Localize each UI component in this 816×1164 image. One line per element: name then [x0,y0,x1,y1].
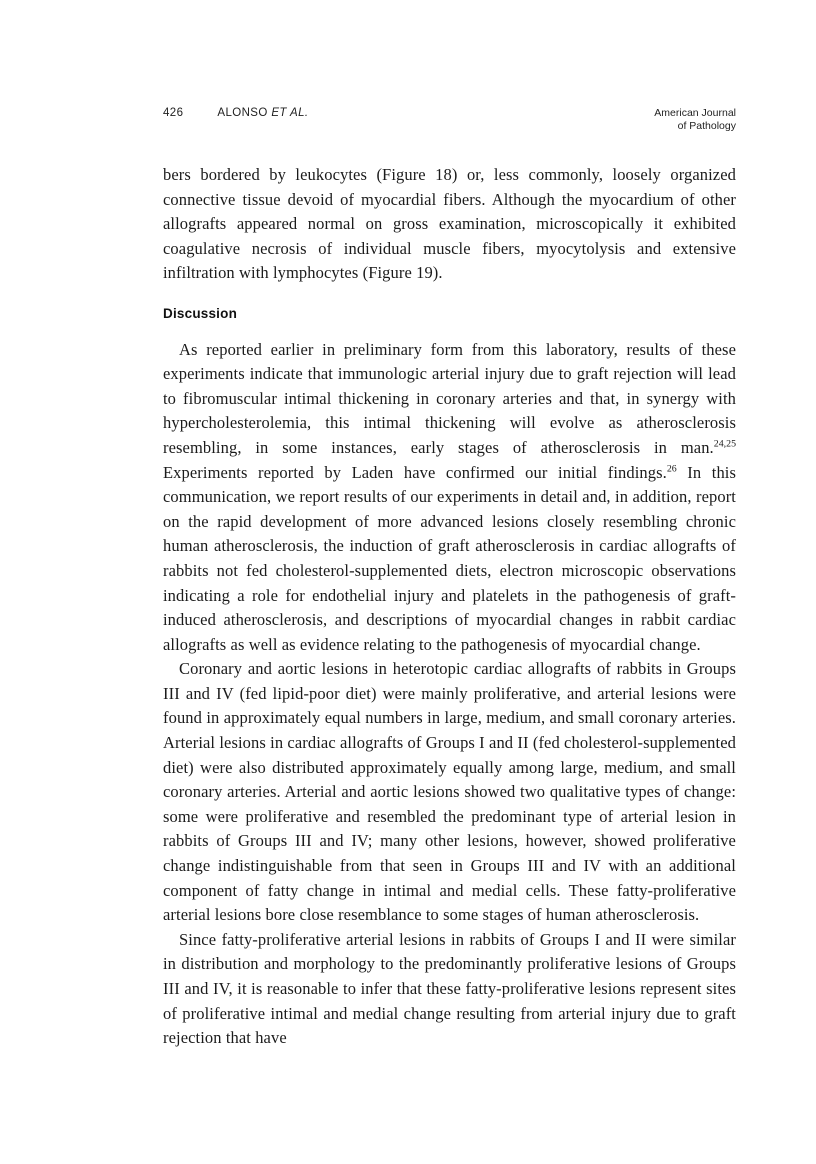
text-run: Experiments reported by Laden have confirmed our initial findings. [163,462,667,482]
authors-etal: ET AL. [271,107,309,119]
running-header [163,107,736,133]
discussion-text [163,338,736,1051]
text-run: In this communication, we report results of our experiments in detail and, in addition, report on the rapid development of more advanced lesions closely resembling chronic human atherosclerosis, the induction of graft atherosclerosis in cardiac allografts of rabbits not fed cholesterol-supplemented diets, electron microscopic observations indicating a role for endothelial injury and platelets in the pathogenesis of graft-induced atherosclerosis, and descriptions of myocardial changes in rabbit cardiac allografts as well as evidence relating to the pathogenesis of myocardial change. [163,462,736,654]
journal-name-line2: of Pathology [677,120,736,132]
reference-superscript: 26 [666,463,677,475]
section-heading-discussion: Discussion [163,305,238,321]
paragraph [163,657,736,928]
text-run: Since fatty-proliferative arterial lesions in rabbits of Groups I and II were similar in distribution and morphology to the predominantly proliferative lesions of Groups III and IV, it is reasonable to infer that these fatty-proliferative lesions represent sites of proliferative intimal and medial change resulting from arterial injury due to graft rejection that have [163,929,736,1048]
journal-name-line1: American Journal [654,107,736,119]
page-number: 426 [163,107,184,119]
continuation-text [163,163,736,286]
text-run: Coronary and aortic lesions in heterotopic cardiac allografts of rabbits in Groups III and IV (fed lipid-poor diet) were mainly proliferative, and arterial lesions were found in approximately equal numbers in large, medium, and small coronary arteries. Arterial lesions in cardiac allografts of Groups I and II (fed cholesterol-supplemented diet) were also distributed approximately equally among large, medium, and small coronary arteries. Arterial and aortic lesions showed two qualitative types of change: some were proliferative and resembled the predominant type of arterial lesion in rabbits of Groups III and IV; many other lesions, however, showed proliferative change indistinguishable from that seen in Groups III and IV with an additional component of fatty change in intimal and medial cells. These fatty-proliferative arterial lesions bore close resemblance to some stages of human atherosclerosis. [163,659,736,925]
paragraph [163,928,736,1051]
paragraph [163,338,736,658]
reference-superscript: 24,25 [713,438,736,450]
paragraph [163,163,736,286]
text-run: bers bordered by leukocytes (Figure 18) or, less commonly, loosely organized connective tissue devoid of myocardial fibers. Although the myocardium of other allografts appeared normal on gross examination, microscopically it exhibited coagulative necrosis of individual muscle fibers, myocytolysis and extensive infiltration with lymphocytes (Figure 19). [163,165,736,283]
article-body [163,163,736,1051]
text-run: As reported earlier in preliminary form from this laboratory, results of these experiments indicate that immunologic arterial injury due to graft rejection will lead to fibromuscular intimal thickening in coronary arteries and that, in synergy with hypercholesterolemia, this intimal thickening will evolve as atherosclerosis resembling, in some instances, early stages of atherosclerosis in man. [163,339,736,457]
running-head-left [163,107,308,119]
authors-name: ALONSO [217,107,268,119]
journal-name [654,107,736,133]
